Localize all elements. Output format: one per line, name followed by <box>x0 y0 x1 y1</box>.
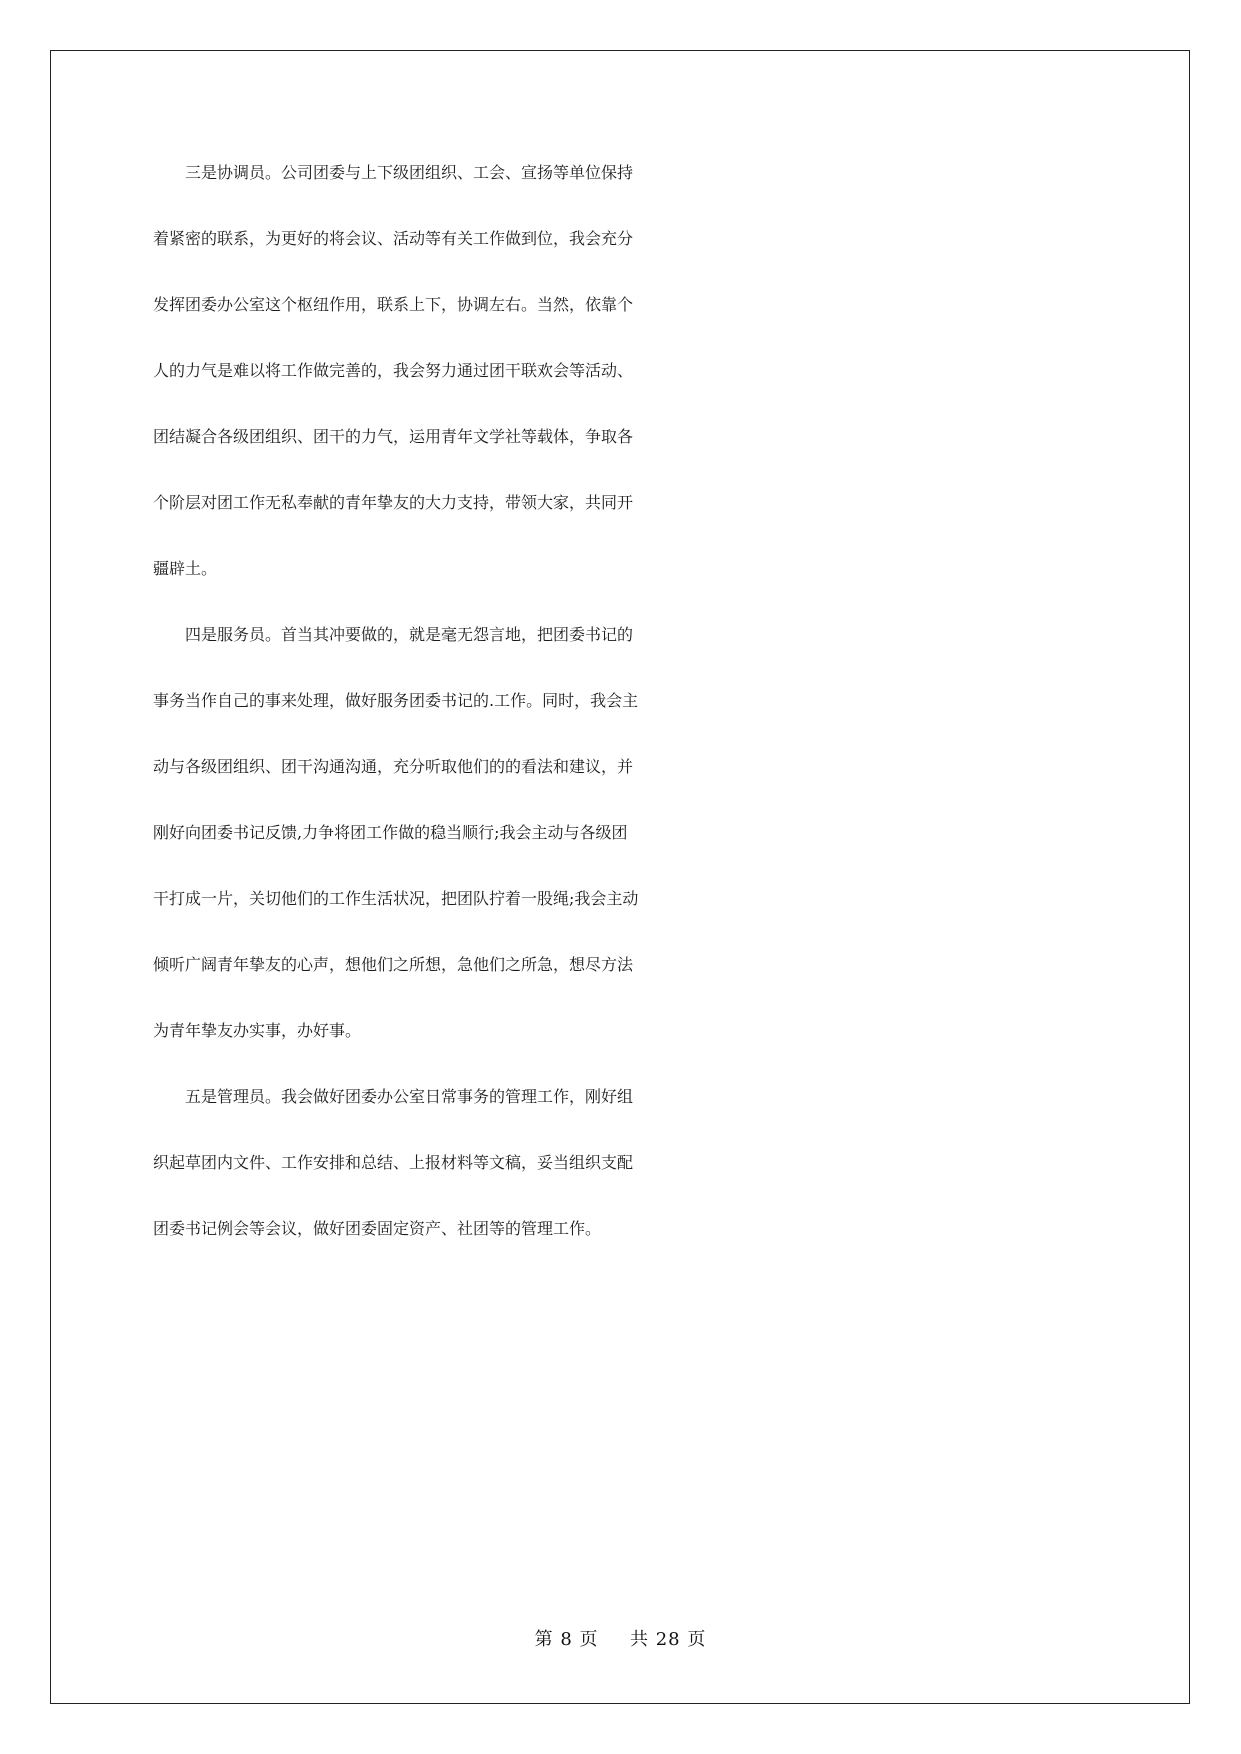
text-line: 个阶层对团工作无私奉献的青年挚友的大力支持，带领大家，共同开 <box>153 493 634 512</box>
text-line: 倾听广阔青年挚友的心声，想他们之所想，急他们之所急，想尽方法 <box>153 955 634 974</box>
text-line: 团结凝合各级团组织、团干的力气，运用青年文学社等载体，争取各 <box>153 427 634 446</box>
text-line: 五是管理员。我会做好团委办公室日常事务的管理工作，刚好组 <box>153 1087 634 1106</box>
text-line: 人的力气是难以将工作做完善的，我会努力通过团干联欢会等活动、 <box>153 361 634 380</box>
paragraph-manager <box>153 1084 1083 1282</box>
text-line: 疆辟土。 <box>153 559 218 578</box>
paragraph-coordinator <box>153 160 1083 622</box>
text-line: 三是协调员。公司团委与上下级团组织、工会、宣扬等单位保持 <box>153 163 634 182</box>
page-number: 第 8 页 <box>534 1629 599 1650</box>
text-line: 为青年挚友办实事，办好事。 <box>153 1021 362 1040</box>
paragraph-service <box>153 622 1083 1084</box>
text-line: 着紧密的联系，为更好的将会议、活动等有关工作做到位，我会充分 <box>153 229 634 248</box>
text-line: 事务当作自己的事来处理，做好服务团委书记的.工作。同时，我会主 <box>153 691 639 710</box>
text-line: 动与各级团组织、团干沟通沟通，充分听取他们的的看法和建议，并 <box>153 757 634 776</box>
page-footer <box>0 1625 1241 1651</box>
text-line: 团委书记例会等会议，做好团委固定资产、社团等的管理工作。 <box>153 1219 602 1238</box>
text-line: 织起草团内文件、工作安排和总结、上报材料等文稿，妥当组织支配 <box>153 1153 634 1172</box>
page-total: 共 28 页 <box>630 1629 707 1650</box>
text-line: 刚好向团委书记反馈,力争将团工作做的稳当顺行;我会主动与各级团 <box>153 823 628 842</box>
text-line: 干打成一片，关切他们的工作生活状况，把团队拧着一股绳;我会主动 <box>153 889 639 908</box>
document-body <box>153 160 1083 1282</box>
text-line: 发挥团委办公室这个枢纽作用，联系上下，协调左右。当然，依靠个 <box>153 295 634 314</box>
text-line: 四是服务员。首当其冲要做的，就是毫无怨言地，把团委书记的 <box>153 625 634 644</box>
